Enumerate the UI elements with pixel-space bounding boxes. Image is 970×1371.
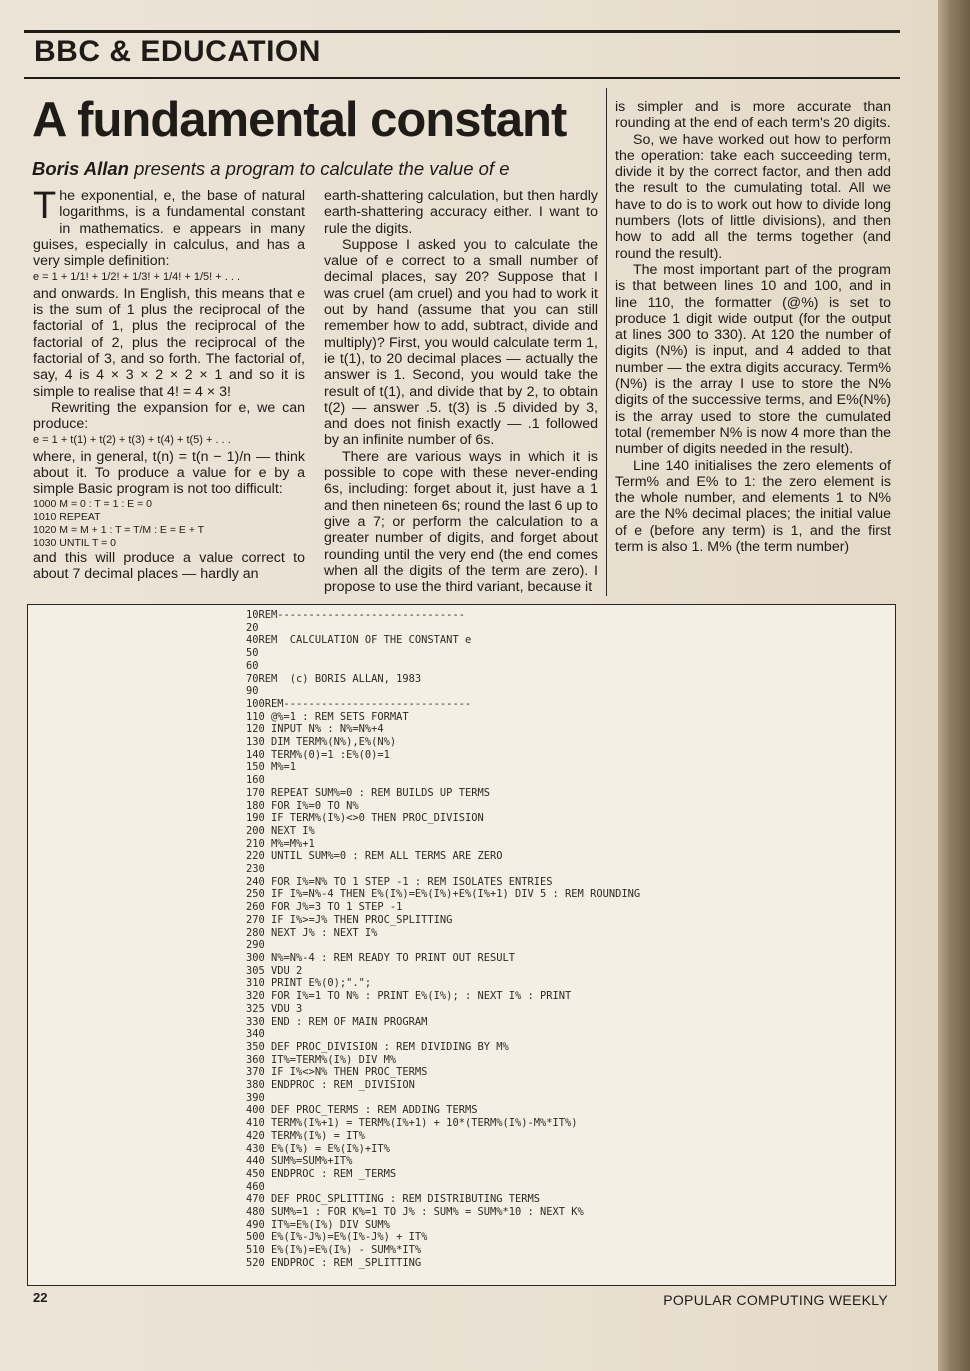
listing-line: 350 DEF PROC_DIVISION : REM DIVIDING BY M% bbox=[246, 1040, 509, 1053]
listing-line: 270 IF I%>=J% THEN PROC_SPLITTING bbox=[246, 913, 453, 926]
listing-line: 240 FOR I%=N% TO 1 STEP -1 : REM ISOLATES ENTRIES bbox=[246, 875, 553, 888]
listing-line: 90 bbox=[246, 685, 259, 698]
section-header bbox=[24, 30, 900, 79]
binding-spine bbox=[938, 0, 970, 1371]
listing-line: 305 VDU 2 bbox=[246, 964, 303, 977]
listing-line: 10REM------------------------------ bbox=[246, 609, 465, 621]
listing-line: 510 E%(I%)=E%(I%) - SUM%*IT% bbox=[246, 1244, 422, 1257]
program-listing bbox=[27, 604, 896, 1286]
listing-line: 40REM CALCULATION OF THE CONSTANT e bbox=[246, 634, 472, 647]
listing-line: 440 SUM%=SUM%+IT% bbox=[246, 1155, 353, 1168]
listing-line: 430 E%(I%) = E%(I%)+IT% bbox=[246, 1142, 390, 1155]
listing-line: 520 ENDPROC : REM _SPLITTING bbox=[246, 1256, 422, 1269]
code-line: 1030 UNTIL T = 0 bbox=[33, 536, 116, 549]
col1-para-3: Rewriting the expansion for e, we can produce: bbox=[33, 399, 305, 433]
listing-line: 470 DEF PROC_SPLITTING : REM DISTRIBUTING TERMS bbox=[246, 1193, 541, 1206]
listing-line: 110 @%=1 : REM SETS FORMAT bbox=[246, 710, 409, 723]
col1-para-5: and this will produce a value correct to about 7 decimal places — hardly an bbox=[33, 549, 305, 582]
listing-line: 320 FOR I%=1 TO N% : PRINT E%(I%); : NEXT I% : PRINT bbox=[246, 990, 572, 1003]
col3-para-2: So, we have worked out how to perform the operation: take each succeeding term, divide it by the correct factor, and then add the result to the cumulating total. All we have to do is to work out how to divide long numbers (lots of little divisions), and then how to add all the terms together (and round the result). bbox=[615, 131, 891, 262]
listing-line: 450 ENDPROC : REM _TERMS bbox=[246, 1167, 397, 1180]
drop-cap: T bbox=[33, 185, 57, 227]
code-line: 1020 M = M + 1 : T = T/M : E = E + T bbox=[33, 523, 205, 536]
listing-line: 410 TERM%(I%+1) = TERM%(I%+1) + 10*(TERM%(I%)-M%*IT%) bbox=[246, 1117, 578, 1130]
listing-line: 160 bbox=[246, 774, 265, 787]
column-2 bbox=[324, 188, 598, 595]
col2-para-2: Suppose I asked you to calculate the value of e correct to a small number of decimal places, say 20? Suppose that I was cruel (am cruel) and you had to work it out by hand (assume that you can still remember how to add, subtract, divide and multiply)? First, you would calculate term 1, ie t(1), to 20 decimal places — actually the answer is 1. Second, you would take the result of t(1), and divide that by 2, to obtain t(2) — answer .5. t(3) is .5 divided by 3, and does not finish exactly — .1 followed by an infinite number of 6s. bbox=[324, 236, 598, 449]
article-title: A fundamental constant bbox=[32, 93, 567, 147]
byline bbox=[32, 158, 602, 180]
listing-text bbox=[246, 609, 640, 1270]
col3-para-4: Line 140 initialises the zero elements of Term% and E% to 1: the zero element is the whole number, and elements 1 to N% are the N% decimal places; the initial value of e (before any term) is 1, and the first term is also 1. M% (the term number) bbox=[615, 457, 891, 556]
listing-line: 250 IF I%=N%-4 THEN E%(I%)=E%(I%)+E%(I%+1) DIV 5 : REM ROUNDING bbox=[246, 888, 641, 901]
listing-line: 490 IT%=E%(I%) DIV SUM% bbox=[246, 1218, 390, 1231]
col2-para-1: earth-shattering calculation, but then hardly earth-shattering accuracy either. I want to rule the digits. bbox=[324, 188, 598, 237]
listing-line: 290 bbox=[246, 939, 265, 952]
listing-line: 340 bbox=[246, 1028, 265, 1041]
page-number: 22 bbox=[33, 1290, 48, 1305]
column-divider bbox=[606, 88, 607, 596]
listing-line: 390 bbox=[246, 1091, 265, 1104]
publication-name: POPULAR COMPUTING WEEKLY bbox=[663, 1292, 888, 1308]
listing-line: 310 PRINT E%(0);"."; bbox=[246, 977, 372, 990]
listing-line: 360 IT%=TERM%(I%) DIV M% bbox=[246, 1053, 397, 1066]
listing-line: 300 N%=N%-4 : REM READY TO PRINT OUT RESULT bbox=[246, 951, 515, 964]
listing-line: 460 bbox=[246, 1180, 265, 1193]
col1-para-1: he exponential, e, the base of natural logarithms, is a fundamental constant in mathematics. e appears in many guises, especially in calculus, and has a very simple definition: bbox=[33, 188, 305, 270]
listing-line: 500 E%(I%-J%)=E%(I%-J%) + IT% bbox=[246, 1231, 428, 1244]
col2-para-3: There are various ways in which it is possible to cope with these never-ending 6s, including: forget about it, just have a 1 and then nineteen 6s; round the last 6 up to give a 7; or perform the calculation to a greater number of digits, and forget about rounding until the very end (the end comes when all the digits of the term are zero). I propose to use the third variant, because it bbox=[324, 448, 598, 596]
listing-line: 120 INPUT N% : N%=N%+4 bbox=[246, 723, 384, 736]
formula-2: e = 1 + t(1) + t(2) + t(3) + t(4) + t(5) + . . . bbox=[33, 434, 231, 447]
listing-line: 260 FOR J%=3 TO 1 STEP -1 bbox=[246, 901, 403, 914]
col3-para-3: The most important part of the program is that between lines 10 and 100, and in line 110, the formatter (@%) is set to produce 1 digit wide output (for the output at lines 300 to 330). At 120 the number of digits (N%) is input, and 4 added to that number — the extra digits accuracy. Term%(N%) is the array I use to store the N% digits of the successive terms, and E%(N%) is the array used to store the cumulated total (remember N% is now 4 more than the number of digits needed in the result). bbox=[615, 261, 891, 458]
listing-line: 325 VDU 3 bbox=[246, 1002, 303, 1015]
listing-line: 20 bbox=[246, 621, 259, 634]
byline-author: Boris Allan bbox=[32, 158, 129, 179]
col1-para-4: where, in general, t(n) = t(n − 1)/n — think about it. To produce a value for e by a simple Basic program is not too difficult: bbox=[33, 448, 305, 498]
listing-line: 140 TERM%(0)=1 :E%(0)=1 bbox=[246, 748, 390, 761]
listing-line: 130 DIM TERM%(N%),E%(N%) bbox=[246, 736, 397, 749]
listing-line: 370 IF I%<>N% THEN PROC_TERMS bbox=[246, 1066, 428, 1079]
column-3 bbox=[615, 99, 891, 555]
column-1 bbox=[33, 185, 305, 582]
listing-line: 200 NEXT I% bbox=[246, 824, 315, 837]
listing-line: 70REM (c) BORIS ALLAN, 1983 bbox=[246, 672, 422, 685]
listing-line: 400 DEF PROC_TERMS : REM ADDING TERMS bbox=[246, 1104, 478, 1117]
listing-line: 480 SUM%=1 : FOR K%=1 TO J% : SUM% = SUM%*10 : NEXT K% bbox=[246, 1206, 584, 1219]
col1-para-2: and onwards. In English, this means that e is the sum of 1 plus the reciprocal of the factorial of 1, plus the reciprocal of the factorial of 2, plus the reciprocal of the factorial of 3, and so forth. The factorial of, say, 4 is 4 × 3 × 2 × 2 × 1 and so it is simple to realise that 4! = 4 × 3! bbox=[33, 285, 305, 400]
listing-line: 150 M%=1 bbox=[246, 761, 297, 774]
listing-line: 230 bbox=[246, 863, 265, 876]
section-title: BBC & EDUCATION bbox=[34, 35, 321, 68]
code-line: 1000 M = 0 : T = 1 : E = 0 bbox=[33, 497, 152, 510]
listing-line: 330 END : REM OF MAIN PROGRAM bbox=[246, 1015, 428, 1028]
code-line: 1010 REPEAT bbox=[33, 510, 101, 523]
listing-line: 50 bbox=[246, 647, 259, 660]
listing-line: 210 M%=M%+1 bbox=[246, 837, 315, 850]
col3-para-1: is simpler and is more accurate than rounding at the end of each term's 20 digits. bbox=[615, 99, 891, 132]
listing-line: 190 IF TERM%(I%)<>0 THEN PROC_DIVISION bbox=[246, 812, 484, 825]
listing-line: 180 FOR I%=0 TO N% bbox=[246, 799, 359, 812]
listing-line: 100REM------------------------------ bbox=[246, 697, 472, 710]
listing-line: 380 ENDPROC : REM _DIVISION bbox=[246, 1079, 415, 1092]
listing-line: 420 TERM%(I%) = IT% bbox=[246, 1129, 365, 1142]
formula-1: e = 1 + 1/1! + 1/2! + 1/3! + 1/4! + 1/5! + . . . bbox=[33, 271, 241, 284]
listing-line: 220 UNTIL SUM%=0 : REM ALL TERMS ARE ZERO bbox=[246, 850, 503, 863]
inline-code bbox=[33, 498, 305, 550]
listing-line: 60 bbox=[246, 659, 259, 672]
listing-line: 280 NEXT J% : NEXT I% bbox=[246, 926, 378, 939]
byline-text: presents a program to calculate the value of e bbox=[128, 158, 510, 179]
listing-line: 170 REPEAT SUM%=0 : REM BUILDS UP TERMS bbox=[246, 786, 490, 799]
